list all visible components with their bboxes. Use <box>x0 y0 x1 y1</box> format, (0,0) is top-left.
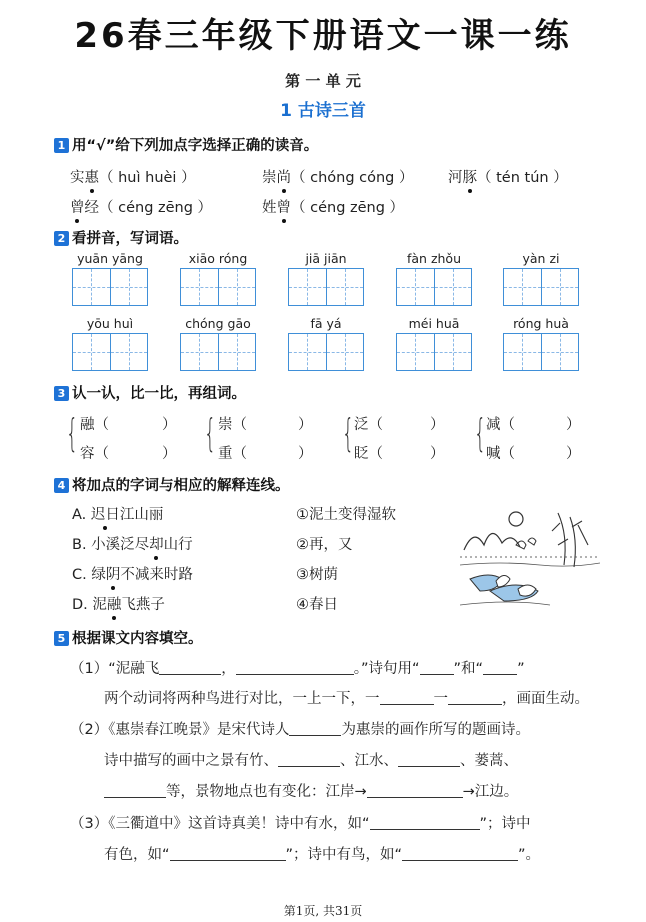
q4-right-item[interactable]: ③树荫 <box>296 567 338 583</box>
q1-heading <box>54 134 318 155</box>
brace-icon: { <box>342 411 355 455</box>
fill-blank[interactable] <box>278 751 340 767</box>
page-footer: 第1页, 共31页 <box>283 904 363 918</box>
pinyin-label: fàn zhǒu <box>406 251 461 266</box>
q1-item: 姓曾（ céng zēng ） <box>262 196 404 217</box>
writing-grid[interactable] <box>503 268 579 306</box>
q4-text: 将加点的字词与相应的解释连线。 <box>72 478 290 494</box>
fill-blank[interactable] <box>289 720 341 736</box>
pinyin-label: yàn zi <box>522 251 560 266</box>
fill-blank[interactable] <box>402 845 518 861</box>
q2-number: 2 <box>54 231 69 246</box>
q4-right-item[interactable]: ④春日 <box>296 597 338 613</box>
writing-grid[interactable] <box>72 268 148 306</box>
compare-char: 重（ <box>218 446 247 462</box>
q1-item: 崇尚（ chóng cóng ） <box>262 166 414 187</box>
q3-number: 3 <box>54 386 69 401</box>
q5-number: 5 <box>54 631 69 646</box>
pinyin-label: chóng gāo <box>185 316 251 331</box>
pinyin-label: yuān yāng <box>77 251 143 266</box>
writing-grid[interactable] <box>288 333 364 371</box>
q4-right-item[interactable]: ②再，又 <box>296 537 353 553</box>
q4-right-item[interactable]: ①泥土变得湿软 <box>296 507 396 523</box>
q1-text: 用“√”给下列加点字选择正确的读音。 <box>72 138 319 154</box>
page-title: 26春三年级下册语文一课一练 <box>74 16 572 56</box>
q1-item: 河豚（ tén tún ） <box>448 166 568 187</box>
writing-grid[interactable] <box>396 268 472 306</box>
fill-blank[interactable] <box>367 782 463 798</box>
writing-grid[interactable] <box>503 333 579 371</box>
pinyin-label: jiā jiān <box>305 251 347 266</box>
pinyin-label: fā yá <box>310 316 342 331</box>
paren-close: ） <box>566 417 581 433</box>
writing-grid[interactable] <box>180 333 256 371</box>
fill-blank[interactable] <box>420 659 454 675</box>
fill-blank[interactable] <box>448 689 502 705</box>
q4-heading <box>54 474 290 495</box>
writing-grid[interactable] <box>288 268 364 306</box>
fill-blank[interactable] <box>236 659 354 675</box>
q5-line-6: （3）《三衢道中》这首诗真美！诗中有水，如“ ”；诗中 <box>70 816 531 832</box>
paren-close: ） <box>298 446 313 462</box>
q1-item: 实惠（ huì huèi ） <box>70 166 196 187</box>
q3-text: 认一认，比一比，再组词。 <box>72 386 246 402</box>
pinyin-label: yōu huì <box>86 316 134 331</box>
compare-char: 眨（ <box>354 446 383 462</box>
paren-close: ） <box>566 446 581 462</box>
q3-heading <box>54 382 246 403</box>
q5-line-2: 两个动词将两种鸟进行对比，一上一下，一 一 ，画面生动。 <box>104 691 589 707</box>
pinyin-label: róng huà <box>513 316 569 331</box>
q4-left-item[interactable]: B. 小溪泛尽却山行 <box>72 533 193 554</box>
q5-line-4: 诗中描写的画中之景有竹、 、江水、 、蒌蒿、 <box>104 753 518 769</box>
q2-heading <box>54 227 188 248</box>
q2-text: 看拼音，写词语。 <box>72 231 188 247</box>
q1-number: 1 <box>54 138 69 153</box>
unit-heading: 第 一 单 元 <box>285 72 361 90</box>
writing-grid[interactable] <box>180 268 256 306</box>
fill-blank[interactable] <box>380 689 434 705</box>
paren-close: ） <box>430 417 445 433</box>
compare-char: 喊（ <box>486 446 515 462</box>
compare-char: 崇（ <box>218 417 247 433</box>
fill-blank[interactable] <box>170 845 286 861</box>
q5-line-1: （1）“泥融飞 ， 。”诗句用“ ”和“ ” <box>70 661 525 677</box>
writing-grid[interactable] <box>72 333 148 371</box>
lesson-title: 1 古诗三首 <box>280 101 366 121</box>
compare-char: 泛（ <box>354 417 383 433</box>
q5-heading <box>54 627 203 648</box>
paren-close: ） <box>162 417 177 433</box>
q1-item: 曾经（ céng zēng ） <box>70 196 212 217</box>
q4-left-item[interactable]: C. 绿阴不减来时路 <box>72 563 193 584</box>
fill-blank[interactable] <box>370 814 480 830</box>
ducks-river-illustration <box>460 505 600 617</box>
brace-icon: { <box>66 411 79 455</box>
compare-char: 容（ <box>80 446 109 462</box>
paren-close: ） <box>162 446 177 462</box>
writing-grid[interactable] <box>396 333 472 371</box>
pinyin-label: xiāo róng <box>188 251 248 266</box>
q5-line-3: （2）《惠崇春江晚景》是宋代诗人 为惠崇的画作所写的题画诗。 <box>70 722 530 738</box>
q5-line-7: 有色，如“ ”；诗中有鸟，如“ ”。 <box>104 847 541 863</box>
paren-close: ） <box>430 446 445 462</box>
brace-icon: { <box>474 411 487 455</box>
q4-left-item[interactable]: D. 泥融飞燕子 <box>72 593 165 614</box>
pinyin-label: méi huā <box>408 316 460 331</box>
paren-close: ） <box>298 417 313 433</box>
q5-text: 根据课文内容填空。 <box>72 631 203 647</box>
compare-char: 融（ <box>80 417 109 433</box>
fill-blank[interactable] <box>159 659 221 675</box>
q5-line-5: 等，景物地点也有变化：江岸→ →江边。 <box>104 780 518 801</box>
q4-number: 4 <box>54 478 69 493</box>
fill-blank[interactable] <box>483 659 517 675</box>
compare-char: 减（ <box>486 417 515 433</box>
fill-blank[interactable] <box>104 782 166 798</box>
brace-icon: { <box>204 411 217 455</box>
q4-left-item[interactable]: A. 迟日江山丽 <box>72 503 163 524</box>
fill-blank[interactable] <box>398 751 460 767</box>
